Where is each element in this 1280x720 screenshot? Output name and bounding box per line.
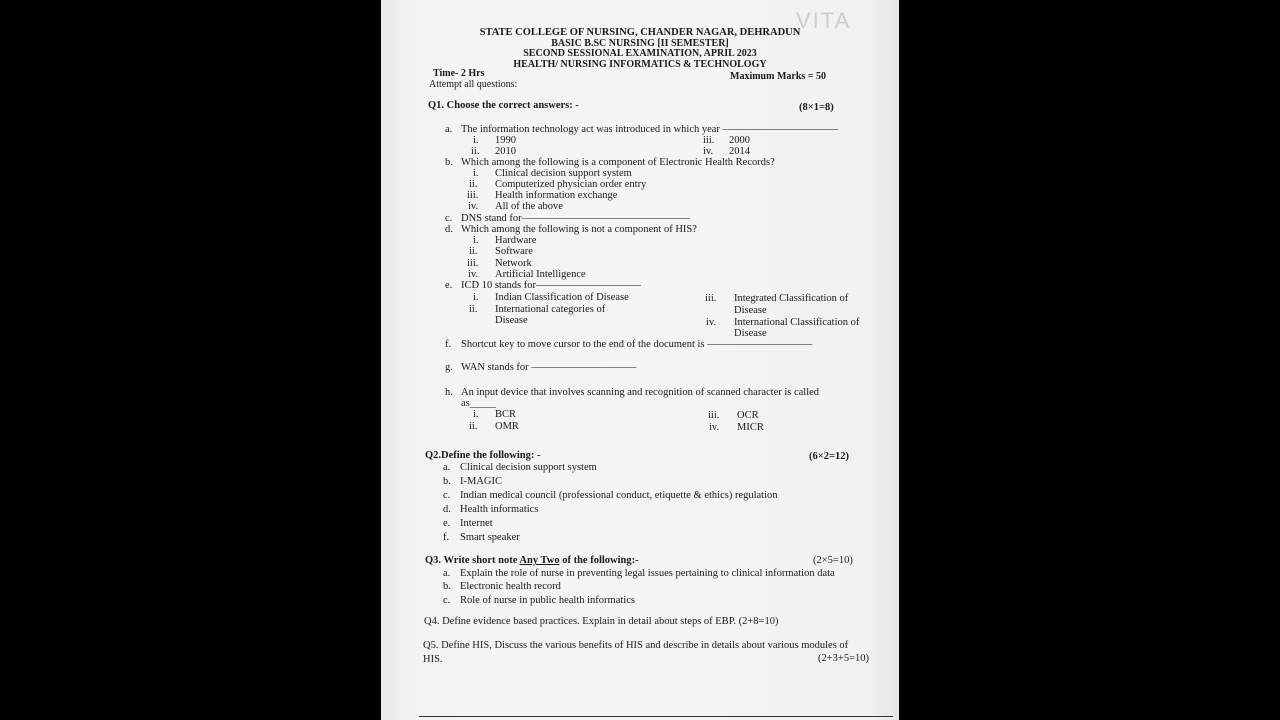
q2-item-num: e.: [443, 518, 451, 529]
q5-line2: HIS.: [423, 654, 443, 665]
option-text: Integrated Classification of: [734, 293, 849, 304]
q1e-text: ICD 10 stands for——————————: [461, 280, 641, 291]
option-text: Computerized physician order entry: [495, 179, 647, 190]
exam-paper: [381, 0, 899, 720]
option-text: 1990: [495, 135, 516, 146]
q3-title-post: of the following:-: [559, 555, 639, 566]
course-line: BASIC B.SC NURSING [II SEMESTER]: [551, 38, 729, 49]
q2-item-text: Smart speaker: [460, 532, 520, 543]
option-text: OCR: [737, 410, 759, 421]
option-num: iv.: [703, 146, 714, 157]
max-marks: Maximum Marks = 50: [730, 71, 826, 82]
q3-item-num: a.: [443, 568, 451, 579]
q1-title: Q1. Choose the correct answers: -: [428, 100, 579, 111]
option-num: ii.: [469, 246, 478, 257]
q1a-text: The information technology act was introduced in which year ———————————: [461, 124, 839, 135]
option-text: Hardware: [495, 235, 537, 246]
q1f-text: Shortcut key to move cursor to the end of the document is ——————————: [461, 339, 813, 350]
q1d-text: Which among the following is not a component of HIS?: [461, 224, 697, 235]
q1-marks: (8×1=8): [799, 102, 834, 113]
option-text: Health information exchange: [495, 190, 618, 201]
option-text: International Classification of: [734, 317, 860, 328]
option-text: Disease: [734, 328, 767, 339]
option-num: iv.: [709, 422, 720, 433]
option-text: MICR: [737, 422, 764, 433]
q2-marks: (6×2=12): [809, 451, 849, 462]
option-num: iv.: [706, 317, 717, 328]
q1c-label: c.: [445, 213, 453, 224]
option-num: i.: [473, 292, 479, 303]
q1b-text: Which among the following is a component of Electronic Health Records?: [461, 157, 775, 168]
option-text: 2000: [729, 135, 750, 146]
option-text: Disease: [734, 305, 767, 316]
q1h-text2: as_____: [461, 398, 496, 409]
q1a-label: a.: [445, 124, 453, 135]
q4-text: Q4. Define evidence based practices. Explain in detail about steps of EBP. (2+8=10): [424, 616, 779, 627]
time-label: Time- 2 Hrs: [433, 68, 485, 79]
bottom-rule: [419, 716, 893, 717]
q1g-text: WAN stands for ——————————: [461, 362, 637, 373]
q5-line1: Q5. Define HIS, Discuss the various benefits of HIS and describe in details about various modules of: [423, 640, 849, 651]
option-num: ii.: [469, 304, 478, 315]
subject-line: HEALTH/ NURSING INFORMATICS & TECHNOLOGY: [513, 59, 767, 70]
q1h-label: h.: [445, 387, 453, 398]
option-num: i.: [473, 235, 479, 246]
option-text: 2014: [729, 146, 750, 157]
q3-item-text: Explain the role of nurse in preventing legal issues pertaining to clinical information data: [460, 568, 835, 579]
option-text: Clinical decision support system: [495, 168, 632, 179]
option-text: International categories of: [495, 304, 606, 315]
watermark-text: VITA: [796, 8, 852, 33]
q3-item-text: Role of nurse in public health informatics: [460, 595, 635, 606]
q1h-text: An input device that involves scanning and recognition of scanned character is called: [461, 387, 820, 398]
q2-item-num: a.: [443, 462, 451, 473]
q1c-text: DNS stand for————————————————: [461, 213, 690, 224]
q1e-label: e.: [445, 280, 453, 291]
q2-item-text: Internet: [460, 518, 493, 529]
q5-marks: (2+3+5=10): [818, 653, 870, 664]
option-num: i.: [473, 168, 479, 179]
q3-marks: (2×5=10): [813, 555, 853, 566]
exam-line: SECOND SESSIONAL EXAMINATION, APRIL 2023: [523, 48, 757, 59]
option-num: i.: [473, 409, 479, 420]
q2-item-text: I-MAGIC: [460, 476, 502, 487]
q3-item-num: b.: [443, 581, 451, 592]
q3-title: [425, 555, 639, 567]
q1f-label: f.: [445, 339, 452, 350]
q1d-label: d.: [445, 224, 453, 235]
q2-item-num: f.: [443, 532, 450, 543]
option-num: iii.: [705, 293, 717, 304]
q2-item-text: Health informatics: [460, 504, 539, 515]
option-text: Disease: [495, 315, 528, 326]
option-num: ii.: [469, 421, 478, 432]
college-name: STATE COLLEGE OF NURSING, CHANDER NAGAR, DEHRADUN: [479, 27, 801, 38]
option-text: Artificial Intelligence: [495, 269, 586, 280]
q2-item-num: b.: [443, 476, 451, 487]
q2-item-text: Clinical decision support system: [460, 462, 597, 473]
q2-title: Q2.Define the following: -: [425, 450, 541, 461]
option-text: All of the above: [495, 201, 563, 212]
q2-item-num: d.: [443, 504, 451, 515]
option-num: ii.: [469, 179, 478, 190]
option-num: iii.: [467, 258, 479, 269]
q1g-label: g.: [445, 362, 453, 373]
q1b-label: b.: [445, 157, 453, 168]
option-num: iii.: [708, 410, 720, 421]
attempt-instruction: Attempt all questions:: [429, 79, 518, 90]
q3-item-num: c.: [443, 595, 451, 606]
option-text: BCR: [495, 409, 517, 420]
option-num: ii.: [471, 146, 480, 157]
option-num: iv.: [468, 269, 479, 280]
q3-title-emphasis: Any Two: [519, 555, 560, 566]
option-text: OMR: [495, 421, 519, 432]
option-num: iii.: [703, 135, 715, 146]
q2-item-num: c.: [443, 490, 451, 501]
option-text: 2010: [495, 146, 516, 157]
q3-item-text: Electronic health record: [460, 581, 561, 592]
option-num: iv.: [468, 201, 479, 212]
option-num: i.: [473, 135, 479, 146]
q3-title-pre: Q3. Write short note: [425, 555, 520, 566]
option-text: Indian Classification of Disease: [495, 292, 629, 303]
q2-item-text: Indian medical council (professional conduct, etiquette & ethics) regulation: [460, 490, 778, 501]
vita-watermark: [796, 8, 851, 34]
option-text: Software: [495, 246, 533, 257]
option-text: Network: [495, 258, 532, 269]
option-num: iii.: [467, 190, 479, 201]
